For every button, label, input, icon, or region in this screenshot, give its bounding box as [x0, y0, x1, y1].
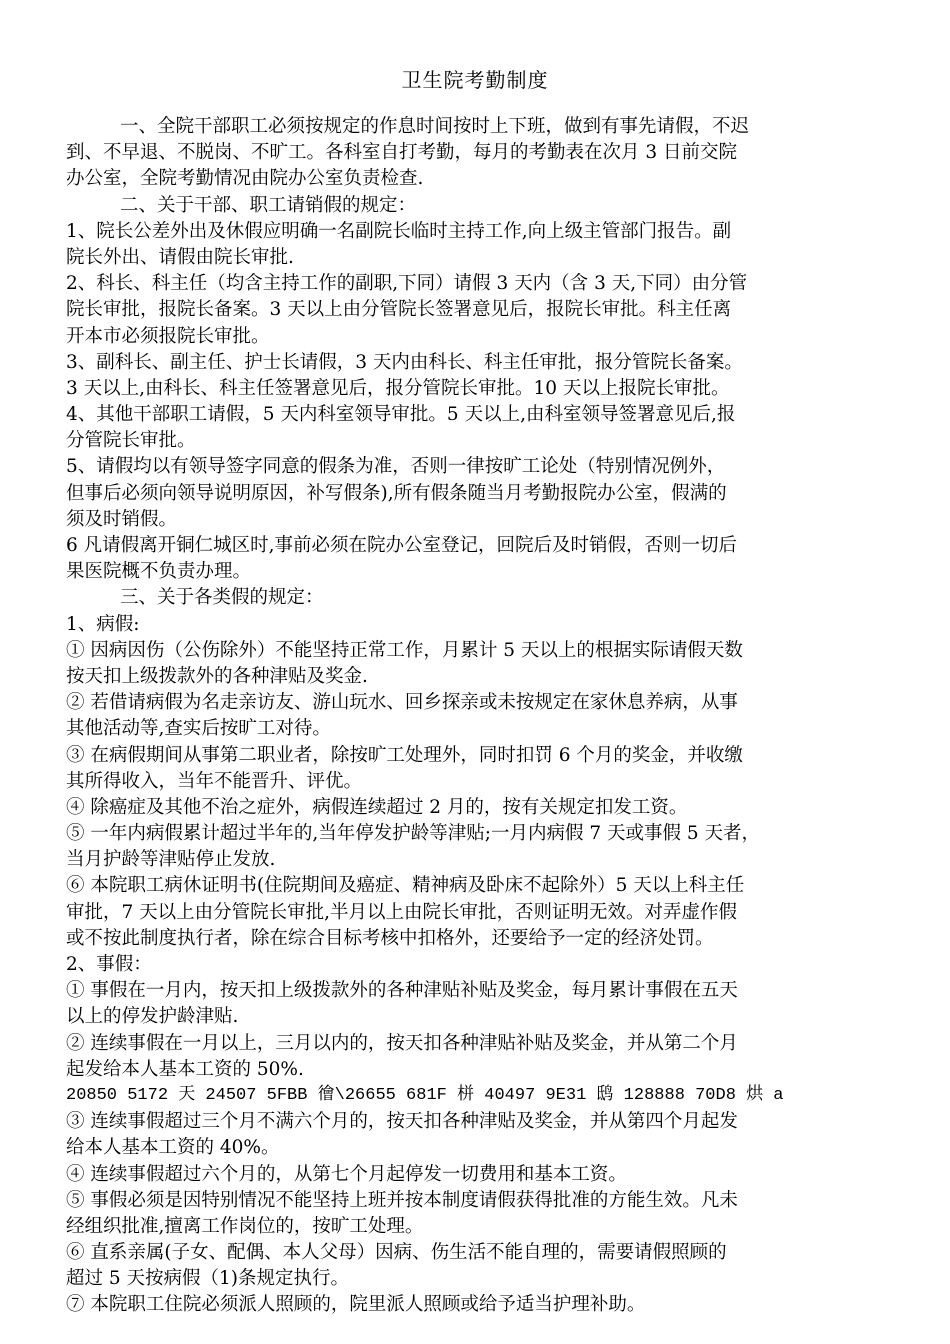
text-line: ① 事假在一月内，按天扣上级拨款外的各种津贴补贴及奖金，每月累计事假在五天: [66, 980, 738, 1002]
text-line: 4、其他干部职工请假，5 天内科室领导审批。5 天以上,由科室领导签署意见后,报: [66, 404, 736, 426]
text-line: ⑦ 本院职工住院必须派人照顾的，院里派人照顾或给予适当护理补助。: [66, 1294, 646, 1316]
text-line: ⑤ 事假必须是因特别情况不能坚持上班并按本制度请假获得批准的方能生效。凡未: [66, 1189, 738, 1211]
text-line: 开本市必须报院长审批。: [66, 325, 270, 347]
text-line: ② 若借请病假为名走亲访友、游山玩水、回乡探亲或未按规定在家休息养病，从事: [66, 692, 738, 714]
text-line: 二、关于干部、职工请销假的规定：: [120, 194, 417, 216]
text-line: 6 凡请假离开铜仁城区时,事前必须在院办公室登记，回院后及时销假，否则一切后: [66, 535, 738, 556]
text-line: ⑤ 一年内病假累计超过半年的,当年停发护龄等津贴;一月内病假 7 天或事假 5 天者，: [66, 823, 761, 845]
text-line: 一、全院干部职工必须按规定的作息时间按时上下班，做到有事先请假，不迟: [120, 116, 750, 137]
text-line: ② 连续事假在一月以上，三月以内的，按天扣各种津贴补贴及奖金，并从第二个月: [66, 1032, 738, 1054]
document-body: [66, 114, 890, 1319]
text-line: 院长外出、请假由院长审批.: [66, 246, 294, 268]
text-line: ④ 除癌症及其他不治之症外，病假连续超过 2 月的，按有关规定扣发工资。: [66, 796, 688, 818]
text-line: ⑥ 直系亲属(子女、配偶、本人父母）因病、伤生活不能自理的，需要请假照顾的: [66, 1242, 727, 1264]
text-line: 3、副科长、副主任、护士长请假，3 天内由科长、科主任审批，报分管院长备案。: [66, 351, 743, 373]
text-line: 按天扣上级拨款外的各种津贴及奖金.: [66, 665, 368, 687]
text-line: 到、不早退、不脱岗、不旷工。各科室自打考勤，每月的考勤表在次月 3 日前交院: [66, 142, 738, 164]
text-line: ⑥ 本院职工病休证明书(住院期间及癌症、精神病及卧床不起除外）5 天以上科主任: [66, 875, 745, 897]
text-line: 其他活动等,查实后按旷工对待。: [66, 718, 331, 740]
text-line: 其所得收入，当年不能晋升、评优。: [66, 770, 363, 792]
text-line: 起发给本人基本工资的 50%.: [66, 1058, 304, 1080]
text-line: 或不按此制度执行者，除在综合目标考核中扣格外，还要给予一定的经济处罚。: [66, 927, 714, 949]
text-line: 院长审批，报院长备案。3 天以上由分管院长签署意见后，报院长审批。科主任离: [66, 299, 732, 321]
text-line: ③ 在病假期间从事第二职业者，除按旷工处理外，同时扣罚 6 个月的奖金，并收缴: [66, 744, 743, 766]
document-title: 卫生院考勤制度: [401, 68, 549, 92]
text-line: 三、关于各类假的规定：: [120, 587, 324, 609]
text-line: 20850 5172 天 24507 5FBB 徻\26655 681F 栟 40497 9E31 鸱 128888 70D8 烘 a: [66, 1085, 784, 1105]
text-line: 5、请假均以有领导签字同意的假条为准，否则一律按旷工论处（特别情况例外，: [66, 456, 726, 478]
text-line: 给本人基本工资的 40%。: [66, 1137, 280, 1159]
text-line: 超过 5 天按病假（1)条规定执行。: [66, 1268, 350, 1290]
text-line: 当月护龄等津贴停止发放.: [66, 849, 276, 871]
text-line: 办公室，全院考勤情况由院办公室负责检查.: [66, 168, 424, 190]
text-line: 3 天以上,由科长、科主任签署意见后，报分管院长审批。10 天以上报院长审批。: [66, 377, 730, 399]
text-line: 分管院长审批。: [66, 430, 196, 452]
text-line: 但事后必须向领导说明原因，补写假条),所有假条随当月考勤报院办公室，假满的: [66, 482, 727, 504]
text-line: 果医院概不负责办理。: [66, 561, 252, 583]
text-line: 须及时销假。: [66, 508, 178, 530]
text-line: 审批，7 天以上由分管院长审批,半月以上由院长审批，否则证明无效。对弄虚作假: [66, 901, 738, 923]
text-line: 1、院长公差外出及休假应明确一名副院长临时主持工作,向上级主管部门报告。副: [66, 220, 732, 242]
text-line: 2、科长、科主任（均含主持工作的副职,下同）请假 3 天内（含 3 天,下同）由分管: [66, 273, 748, 295]
text-line: 经组织批准,擅离工作岗位的，按旷工处理。: [66, 1215, 424, 1237]
text-line: 以上的停发护龄津贴.: [66, 1006, 239, 1028]
text-line: 1、病假:: [66, 613, 140, 635]
text-line: ① 因病因伤（公伤除外）不能坚持正常工作，月累计 5 天以上的根据实际请假天数: [66, 639, 743, 661]
text-line: ④ 连续事假超过六个月的，从第七个月起停发一切费用和基本工资。: [66, 1163, 627, 1185]
text-line: ③ 连续事假超过三个月不满六个月的，按天扣各种津贴及奖金，并从第四个月起发: [66, 1111, 738, 1133]
text-line: 2、事假：: [66, 954, 152, 975]
